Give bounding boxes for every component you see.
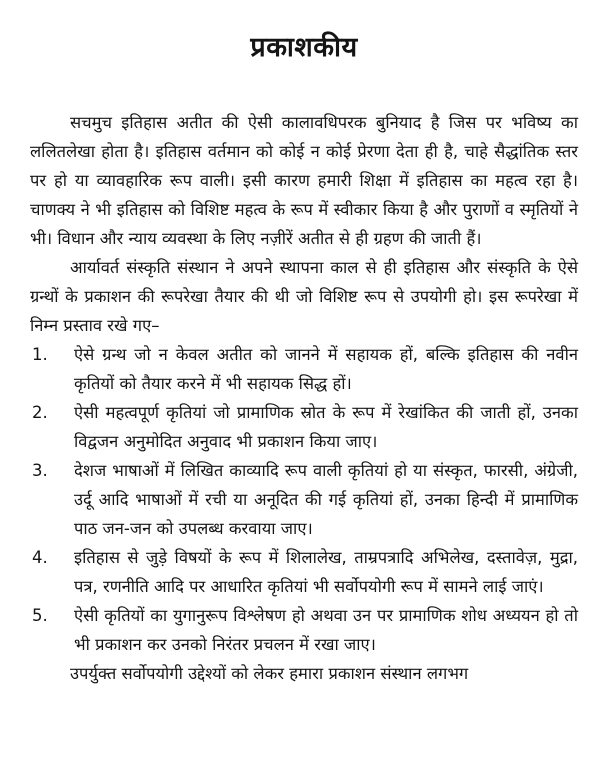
list-item [30, 340, 578, 398]
list-item-text: देशज भाषाओं में लिखित काव्यादि रूप वाली कृतियां हो या संस्कृत, फारसी, अंग्रेजी, उर्दू आदि भाषाओं में रची या अनूदित की गई कृतियां हों, उनका हिन्दी में प्रामाणिक पाठ जन-जन को उपलब्ध करवाया जाए। [74, 461, 578, 538]
list-item-text: ऐसे ग्रन्थ जो न केवल अतीत को जानने में सहायक हों, बल्कि इतिहास की नवीन कृतियों को तैयार करने में भी सहायक सिद्ध हों। [74, 345, 578, 393]
list-item-number: 2. [32, 403, 48, 422]
list-item [30, 398, 578, 456]
proposal-list [30, 340, 578, 659]
list-item-number: 4. [32, 548, 48, 567]
list-item-text: ऐसी कृतियों का युगानुरूप विश्लेषण हो अथवा उन पर प्रामाणिक शोध अध्ययन हो तो भी प्रकाशन कर उनको निरंतर प्रचलन में रखा जाए। [74, 606, 578, 654]
list-item [30, 601, 578, 659]
list-item [30, 456, 578, 543]
list-item [30, 543, 578, 601]
list-item-number: 5. [32, 606, 48, 625]
list-item-number: 1. [32, 345, 48, 364]
list-item-text: ऐसी महत्वपूर्ण कृतियां जो प्रामाणिक स्रोत के रूप में रेखांकित की जाती हों, उनका विद्वजन अनुमोदित अनुवाद भी प्रकाशन किया जाए। [74, 403, 578, 451]
page-title: प्रकाशकीय [250, 32, 358, 63]
closing-line: उपर्युक्त सर्वोपयोगी उद्देश्यों को लेकर हमारा प्रकाशन संस्थान लगभग [70, 664, 469, 683]
institute-paragraph: आर्यावर्त संस्कृति संस्थान ने अपने स्थापना काल से ही इतिहास और संस्कृति के ऐसे ग्रन्थों के प्रकाशन की रूपरेखा तैयार की थी जो विशिष्ट रूप से उपयोगी हो। इस रूपरेखा में निम्न प्रस्ताव रखे गए– [30, 258, 578, 335]
intro-paragraph: सचमुच इतिहास अतीत की ऐसी कालावधिपरक बुनियाद है जिस पर भविष्य का ललितलेखा होता है। इतिहास वर्तमान को कोई न कोई प्रेरणा देता ही है, चाहे सैद्धांतिक स्तर पर हो या व्यावहारिक रूप वाली। इसी कारण हमारी शिक्षा में इतिहास का महत्व रहा है। चाणक्य ने भी इतिहास को विशिष्ट महत्व के रूप में स्वीकार किया है और पुराणों व स्मृतियों ने भी। विधान और न्याय व्यवस्था के लिए नज़ीरें अतीत से ही ग्रहण की जाती हैं। [30, 113, 578, 248]
list-item-number: 3. [32, 461, 48, 480]
list-item-text: इतिहास से जुड़े विषयों के रूप में शिलालेख, ताम्रपत्रादि अभिलेख, दस्तावेज़, मुद्रा, पत्र, रणनीति आदि पर आधारित कृतियां भी सर्वोपयोगी रूप में सामने लाई जाएं। [74, 548, 578, 596]
